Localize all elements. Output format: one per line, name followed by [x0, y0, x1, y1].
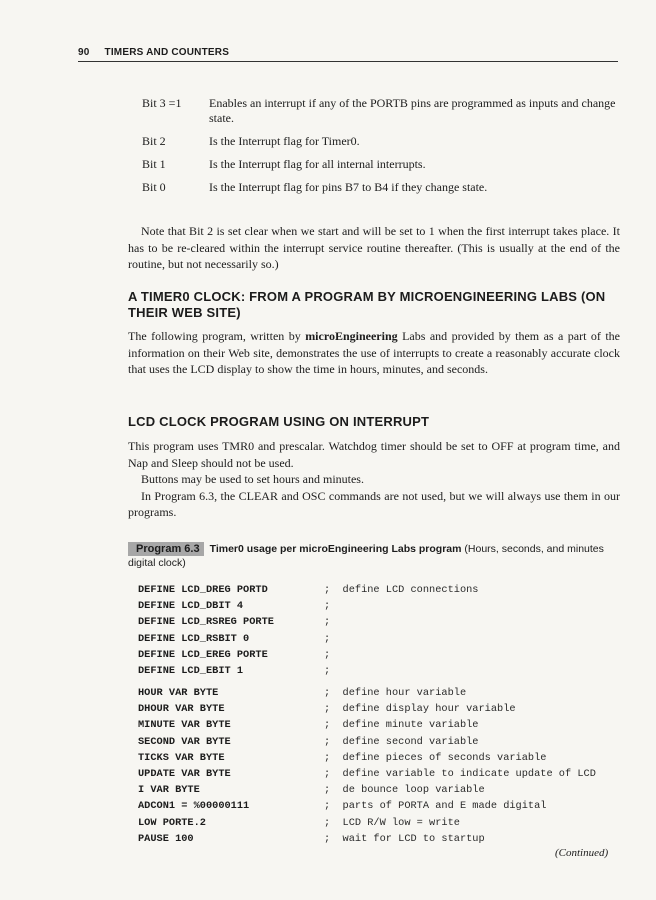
- bit-description: Enables an interrupt if any of the PORTB pins are programmed as inputs and change state.: [209, 96, 616, 125]
- note-paragraph: Note that Bit 2 is set clear when we start and will be set to 1 when the first interrupt takes place. It has to be re-cleared within the interrupt service routine thereafter. (This is usually at the end of the routine, but not necessarily so.): [128, 224, 620, 271]
- bit-label: Bit 0: [142, 180, 166, 194]
- bit-row: [142, 157, 622, 172]
- code-line: DEFINE LCD_EREG PORTE ;: [138, 648, 331, 661]
- code-line: I VAR BYTE ; de bounce loop variable: [138, 784, 485, 797]
- code-line: DEFINE LCD_DBIT 4 ;: [138, 600, 331, 613]
- code-line: TICKS VAR BYTE ; define pieces of seconds variable: [138, 751, 547, 764]
- program-label: Program 6.3: [128, 542, 204, 556]
- code-line: DEFINE LCD_RSBIT 0 ;: [138, 632, 331, 645]
- section-heading-timer0-clock: A TIMER0 CLOCK: FROM A PROGRAM BY MICROENGINEERING LABS (ON THEIR WEB SITE): [128, 289, 606, 320]
- bit-row: [142, 134, 622, 149]
- bit-definitions: [142, 96, 622, 203]
- code-line: PAUSE 100 ; wait for LCD to startup: [138, 832, 485, 845]
- code-line: DEFINE LCD_DREG PORTD ; define LCD connections: [138, 584, 479, 596]
- paragraph: This program uses TMR0 and prescalar. Watchdog timer should be set to OFF at program time, and Nap and Sleep should not be used.: [128, 439, 620, 470]
- bit-label: Bit 3 =1: [142, 96, 182, 110]
- section-heading-lcd-clock: LCD CLOCK PROGRAM USING ON INTERRUPT: [128, 414, 430, 429]
- running-title: TIMERS AND COUNTERS: [104, 47, 230, 58]
- paragraph: Buttons may be used to set hours and minutes.: [141, 472, 364, 486]
- code-line: HOUR VAR BYTE ; define hour variable: [138, 687, 467, 699]
- bit-description: Is the Interrupt flag for Timer0.: [209, 134, 360, 148]
- code-line: UPDATE VAR BYTE ; define variable to indicate update of LCD: [138, 767, 596, 780]
- code-line: ADCON1 = %00000111 ; parts of PORTA and E made digital: [138, 800, 547, 813]
- bit-row: [142, 180, 622, 195]
- code-block-variables: [138, 685, 628, 847]
- code-line: LOW PORTE.2 ; LCD R/W low = write: [138, 816, 460, 829]
- code-line: DEFINE LCD_EBIT 1 ;: [138, 664, 331, 677]
- code-line: DEFINE LCD_RSREG PORTE ;: [138, 616, 331, 629]
- page-number: 90: [78, 47, 90, 58]
- continued-note: (Continued): [555, 847, 609, 859]
- bit-row: [142, 96, 622, 126]
- code-block-lcd-defines: [138, 582, 628, 679]
- bit-label: Bit 2: [142, 134, 166, 148]
- running-header: [78, 47, 618, 62]
- bit-description: Is the Interrupt flag for pins B7 to B4 if they change state.: [209, 180, 488, 194]
- paragraph: In Program 6.3, the CLEAR and OSC commands are not used, but we will always use them in our programs.: [128, 488, 620, 519]
- bit-description: Is the Interrupt flag for all internal interrupts.: [209, 157, 426, 171]
- section2-paragraphs: [128, 438, 620, 521]
- program-caption: Program 6.3 Timer0 usage per microEngineering Labs program (Hours, seconds, and minutes digital clock): [128, 543, 604, 569]
- bit-label: Bit 1: [142, 157, 166, 171]
- code-line: DHOUR VAR BYTE ; define display hour variable: [138, 703, 516, 716]
- section1-paragraph: The following program, written by microEngineering Labs and provided by them as a part of the information on their Web site, demonstrates the use of interrupts to create a reasonably accurate clock that uses the LCD display to show the time in hours, minutes, and seconds.: [128, 329, 621, 376]
- code-line: SECOND VAR BYTE ; define second variable: [138, 735, 479, 748]
- code-line: MINUTE VAR BYTE ; define minute variable: [138, 719, 479, 732]
